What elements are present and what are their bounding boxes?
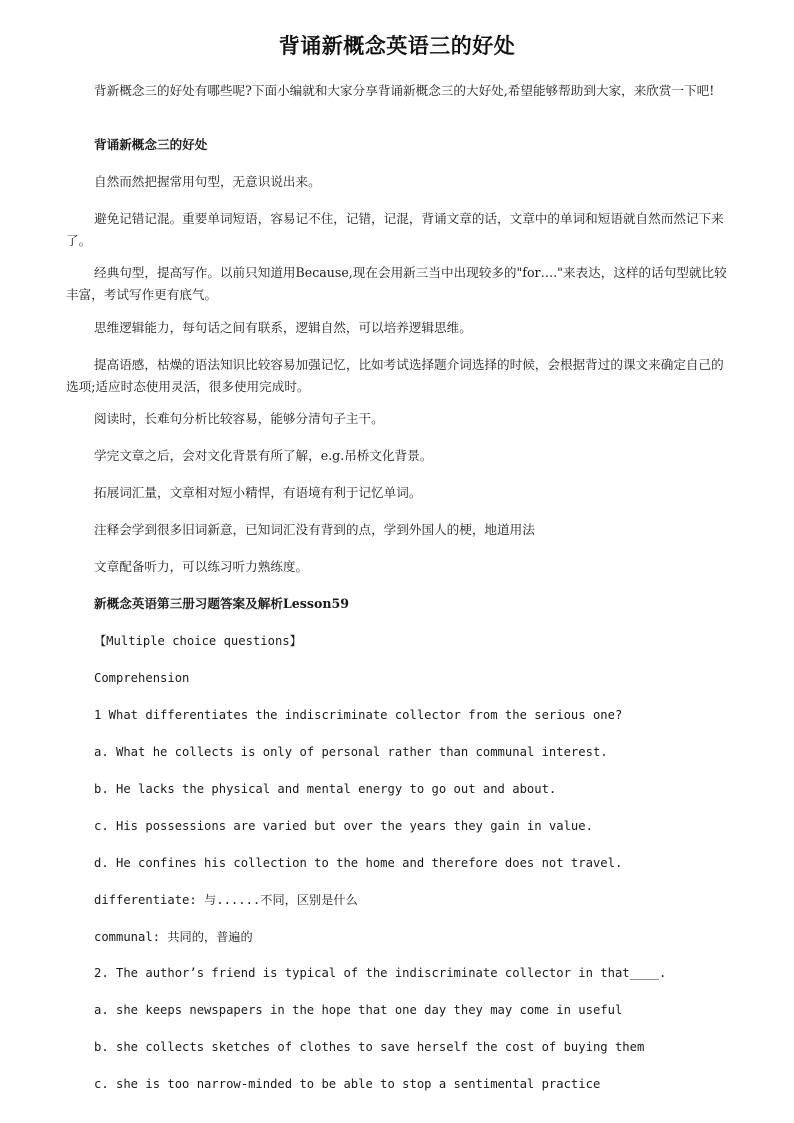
- question-1-option-d: d. He confines his collection to the home and therefore does not travel.: [94, 856, 623, 870]
- section-heading-benefits: 背诵新概念三的好处: [94, 137, 208, 152]
- question-2: 2. The author’s friend is typical of the indiscriminate collector in that____.: [94, 966, 667, 980]
- question-2-option-c: c. she is too narrow-minded to be able to stop a sentimental practice: [94, 1077, 601, 1091]
- question-1-option-b: b. He lacks the physical and mental energy to go out and about.: [94, 782, 557, 796]
- benefit-item: 学完文章之后，会对文化背景有所了解，e.g.吊桥文化背景。: [94, 448, 433, 463]
- benefit-item: 自然而然把握常用句型，无意识说出来。: [94, 174, 321, 189]
- section-heading-lesson59: 新概念英语第三册习题答案及解析Lesson59: [94, 596, 350, 611]
- mcq-label: 【Multiple choice questions】: [94, 634, 302, 648]
- benefit-item: 拓展词汇量，文章相对短小精悍，有语境有利于记忆单词。: [94, 485, 422, 500]
- question-2-option-a: a. she keeps newspapers in the hope that one day they may come in useful: [94, 1003, 623, 1017]
- intro-paragraph: 背新概念三的好处有哪些呢?下面小编就和大家分享背诵新概念三的大好处,希望能够帮助到大家，来欣赏一下吧!: [94, 83, 715, 98]
- question-1-option-a: a. What he collects is only of personal rather than communal interest.: [94, 745, 608, 759]
- question-1: 1 What differentiates the indiscriminate collector from the serious one?: [94, 708, 623, 722]
- vocab-note: communal: 共同的，普遍的: [94, 930, 253, 944]
- benefit-item: 注释会学到很多旧词新意，已知词汇没有背到的点，学到外国人的梗，地道用法: [94, 522, 535, 537]
- benefit-item: 避免记错记混。重要单词短语，容易记不住，记错，记混，背诵文章的话，文章中的单词和短语就自然而然记下来了。: [66, 211, 724, 248]
- benefit-item: 提高语感，枯燥的语法知识比较容易加强记忆，比如考试选择题介词选择的时候，会根据背过的课文来确定自己的选项;适应时态使用灵活，很多使用完成时。: [66, 357, 724, 394]
- benefit-item: 思维逻辑能力，每句话之间有联系，逻辑自然，可以培养逻辑思维。: [94, 320, 472, 335]
- benefit-item: 阅读时，长难句分析比较容易，能够分清句子主干。: [94, 411, 384, 426]
- benefit-item: 经典句型，提高写作。以前只知道用Because,现在会用新三当中出现较多的"for…."来表达，这样的话句型就比较丰富，考试写作更有底气。: [66, 265, 727, 302]
- vocab-note: differentiate: 与......不同，区别是什么: [94, 893, 358, 907]
- question-1-option-c: c. His possessions are varied but over the years they gain in value.: [94, 819, 593, 833]
- page-title: 背诵新概念英语三的好处: [278, 34, 516, 58]
- benefit-item: 文章配备听力，可以练习听力熟练度。: [94, 559, 309, 574]
- question-2-option-b: b. she collects sketches of clothes to save herself the cost of buying them: [94, 1040, 645, 1054]
- comprehension-label: Comprehension: [94, 671, 190, 685]
